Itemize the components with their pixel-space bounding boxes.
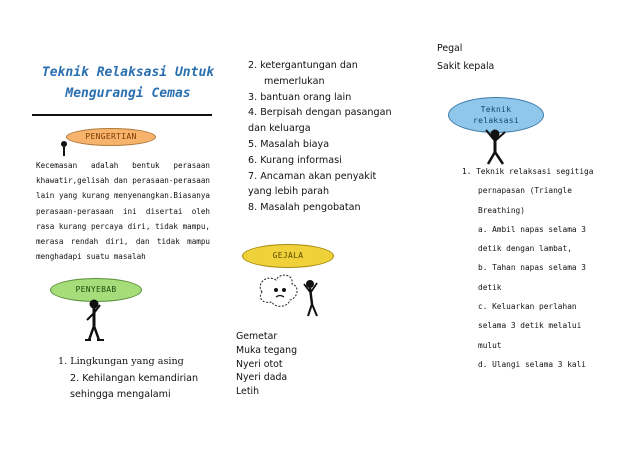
title-line-1: Teknik Relaksasi Untuk [41,65,215,80]
cloud-label-line-2: relaksasi [472,116,520,125]
title-line-2: Mengurangi Cemas [65,86,191,101]
list-item: Breathing) [478,205,525,215]
list-item: dan keluarga [248,123,311,135]
list-item: detik dengan lambat, [478,244,572,254]
list-item: Muka tegang [236,344,298,356]
title-divider [32,114,212,116]
pengertian-paragraph: Kecemasan adalah bentuk perasaan khawatir,gelisah dan perasaan-perasaan lain yang kurang menyenangkan.Biasanya perasaan-perasaan ini disertai oleh rasa kurang percaya diri, tidak mampu, merasa rendah diri, dan tidak mampu menghadapi suatu masalah [36,161,210,262]
teknik-steps [462,162,622,374]
list-item: mulut [478,340,502,350]
list-item: 5. Masalah biaya [248,138,330,150]
list-item: a. Ambil napas selama 3 [478,224,586,234]
pengertian-cloud: PENGERTIAN [66,128,156,146]
brochure-title [38,62,218,104]
list-item: 6. Kurang informasi [248,154,342,166]
gejala-cloud: GEJALA [242,244,334,268]
list-item: c. Keluarkan perlahan [478,302,577,312]
stressed-figure-icon [254,270,324,318]
gejala-list [236,330,356,399]
gejala-list-continued [437,40,494,76]
pengertian-figure-icon [60,138,80,158]
list-item: 4. Berpisah dengan pasangan [248,107,392,119]
list-item: sehingga mengalami [70,389,171,400]
list-item: 2. Kehilangan kemandirian [70,372,199,384]
list-item: 2. ketergantungan dan [248,60,358,71]
list-item: pernapasan (Triangle [478,186,572,196]
list-item: Sakit kepala [437,61,495,72]
list-item: 3. bantuan orang lain [248,91,352,103]
list-item: 7. Ancaman akan penyakit [248,170,377,182]
list-item: b. Tahan napas selama 3 [478,263,586,273]
list-item: Gemetar [236,331,278,342]
list-item: d. Ulangi selama 3 kali [478,359,586,369]
penyebab-list-continued [248,58,418,216]
list-item: yang lebih parah [248,186,330,198]
list-item: Nyeri otot [236,358,283,370]
penyebab-cloud: PENYEBAB [50,278,142,302]
list-item: 1. Teknik relaksasi segitiga [462,167,594,176]
list-item: 1. Lingkungan yang asing [58,356,184,367]
list-item: selama 3 detik melalui [478,321,582,331]
list-item: detik [478,282,502,292]
list-item: memerlukan [264,75,325,87]
cloud-label-line-1: Teknik [480,105,512,114]
thinking-figure-icon [80,296,110,346]
list-item: 8. Masalah pengobatan [248,202,361,214]
list-item: Letih [236,386,260,398]
penyebab-list [58,354,238,404]
list-item: Nyeri dada [236,372,288,384]
list-item: Pegal [437,43,463,54]
